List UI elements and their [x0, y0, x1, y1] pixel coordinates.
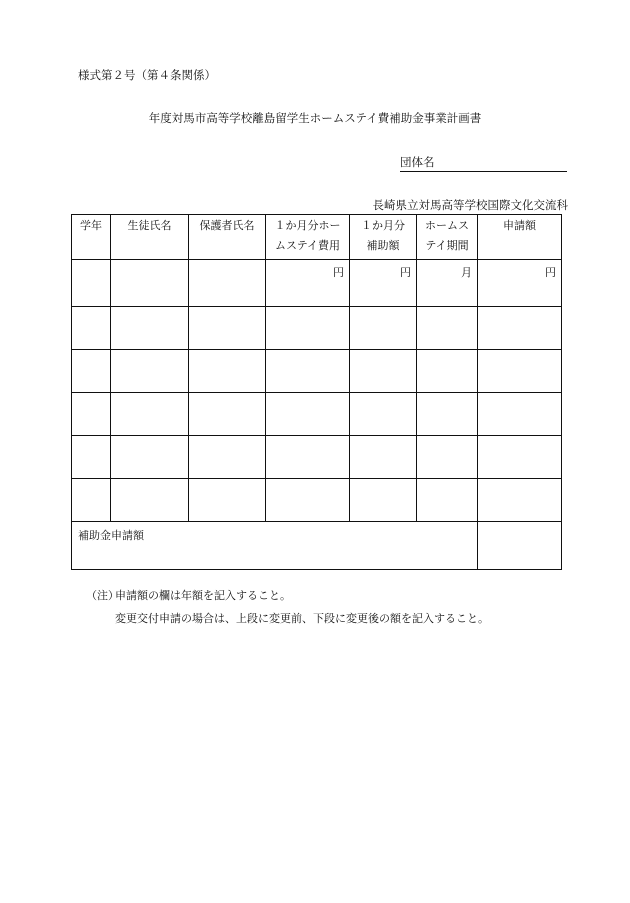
table-row [72, 350, 562, 393]
cell-student-name[interactable] [111, 260, 189, 307]
cell-student-name[interactable] [111, 479, 189, 522]
table-row [72, 479, 562, 522]
cell-guardian-name[interactable] [189, 307, 266, 350]
cell-homestay-period[interactable] [417, 350, 478, 393]
cell-request-amount[interactable] [478, 479, 562, 522]
cell-monthly-subsidy[interactable] [350, 260, 417, 307]
cell-student-name[interactable] [111, 393, 189, 436]
cell-monthly-cost[interactable] [266, 436, 350, 479]
unit-month: 月 [461, 266, 472, 279]
cell-student-name[interactable] [111, 436, 189, 479]
header-grade: 学年 [72, 215, 111, 260]
unit-yen: 円 [333, 266, 344, 279]
total-label: 補助金申請額 [72, 522, 478, 570]
table-row [72, 436, 562, 479]
table-row [72, 307, 562, 350]
cell-homestay-period[interactable] [417, 436, 478, 479]
cell-request-amount[interactable] [478, 393, 562, 436]
cell-grade[interactable] [72, 436, 111, 479]
cell-monthly-cost[interactable] [266, 307, 350, 350]
cell-guardian-name[interactable] [189, 479, 266, 522]
note-label: （注） [86, 589, 119, 602]
cell-monthly-cost[interactable] [266, 260, 350, 307]
cell-guardian-name[interactable] [189, 436, 266, 479]
cell-guardian-name[interactable] [189, 260, 266, 307]
cell-monthly-cost[interactable] [266, 393, 350, 436]
cell-homestay-period[interactable] [417, 307, 478, 350]
cell-student-name[interactable] [111, 350, 189, 393]
cell-homestay-period[interactable] [417, 479, 478, 522]
cell-homestay-period[interactable] [417, 393, 478, 436]
cell-homestay-period[interactable] [417, 260, 478, 307]
cell-grade[interactable] [72, 393, 111, 436]
unit-yen: 円 [400, 266, 411, 279]
total-row [72, 522, 562, 570]
cell-guardian-name[interactable] [189, 350, 266, 393]
header-monthly-subsidy: １か月分 補助額 [350, 215, 417, 260]
document-title: 年度対馬市高等学校離島留学生ホームステイ費補助金事業計画書 [148, 111, 482, 125]
table-row [72, 393, 562, 436]
cell-request-amount[interactable] [478, 260, 562, 307]
note-line-1: 申請額の欄は年額を記入すること。 [115, 589, 291, 602]
header-request-amount: 申請額 [478, 215, 562, 260]
group-name-label: 団体名 [400, 155, 435, 169]
cell-monthly-subsidy[interactable] [350, 479, 417, 522]
cell-grade[interactable] [72, 350, 111, 393]
cell-grade[interactable] [72, 307, 111, 350]
unit-yen: 円 [545, 266, 556, 279]
plan-table [71, 214, 562, 570]
cell-monthly-subsidy[interactable] [350, 436, 417, 479]
department-name: 長崎県立対馬高等学校国際文化交流科 [372, 198, 568, 212]
note-line-2: 変更交付申請の場合は、上段に変更前、下段に変更後の額を記入すること。 [115, 612, 489, 625]
cell-request-amount[interactable] [478, 307, 562, 350]
form-number: 様式第２号（第４条関係） [78, 68, 216, 82]
cell-guardian-name[interactable] [189, 393, 266, 436]
cell-monthly-subsidy[interactable] [350, 307, 417, 350]
cell-request-amount[interactable] [478, 436, 562, 479]
cell-monthly-cost[interactable] [266, 350, 350, 393]
cell-monthly-subsidy[interactable] [350, 393, 417, 436]
table-row [72, 260, 562, 307]
table-header-row [72, 215, 562, 260]
cell-grade[interactable] [72, 479, 111, 522]
header-monthly-cost: １か月分ホー ムステイ費用 [266, 215, 350, 260]
cell-student-name[interactable] [111, 307, 189, 350]
cell-monthly-subsidy[interactable] [350, 350, 417, 393]
header-guardian-name: 保護者氏名 [189, 215, 266, 260]
group-name-field[interactable] [400, 154, 567, 172]
cell-total-request-amount[interactable] [478, 522, 562, 570]
cell-grade[interactable] [72, 260, 111, 307]
cell-request-amount[interactable] [478, 350, 562, 393]
header-student-name: 生徒氏名 [111, 215, 189, 260]
cell-monthly-cost[interactable] [266, 479, 350, 522]
header-homestay-period: ホームス テイ期間 [417, 215, 478, 260]
